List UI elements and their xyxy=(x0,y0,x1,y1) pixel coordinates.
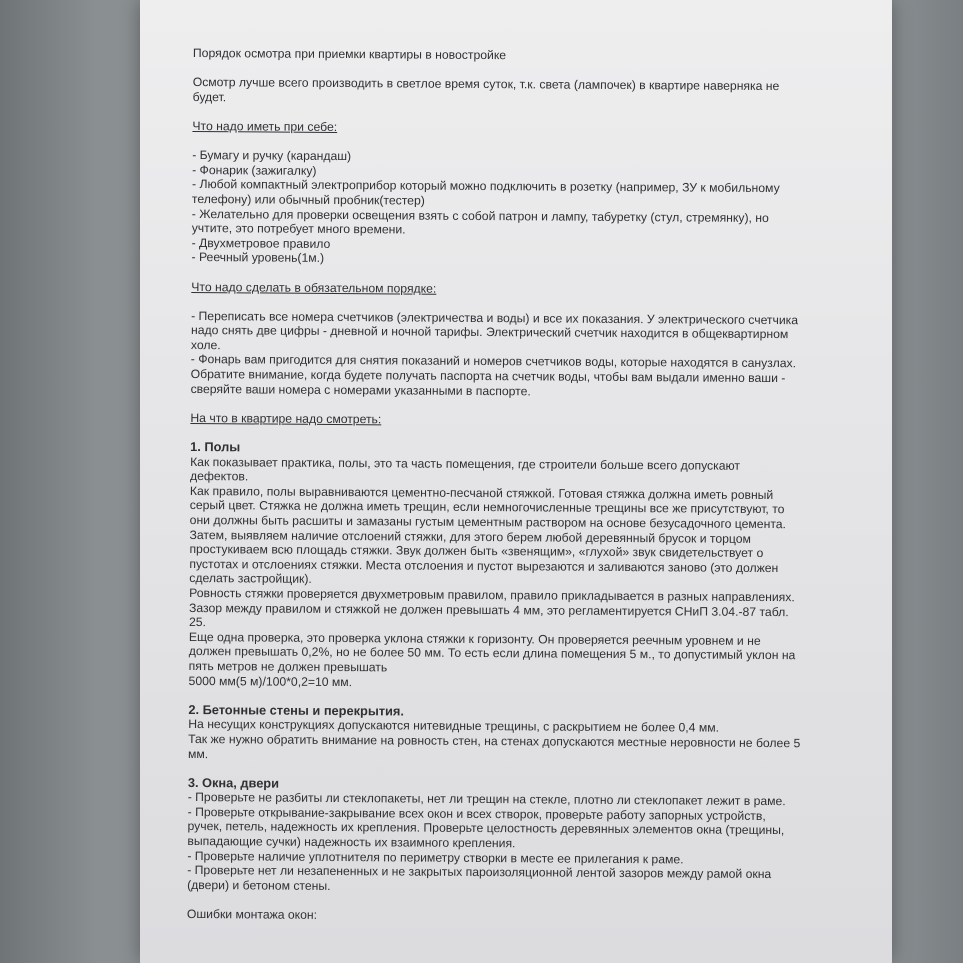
text-line: Еще одна проверка, это проверка уклона стяжки к горизонту. Он проверяется реечным уровнем и не xyxy=(188,629,761,648)
text-line: - Проверьте не разбиты ли стеклопакеты, нет ли трещин на стекле, плотно ли стеклопакет лежит в раме. xyxy=(187,790,786,809)
floors-section xyxy=(189,455,831,693)
text-line: Осмотр лучше всего производить в светлое время суток, т.к. света (лампочек) в квартире наверняка не xyxy=(192,75,780,94)
text-line: Так же нужно обратить внимание на ровность стен, на стенах допускаются местные неровности не более 5 xyxy=(188,731,801,751)
text-line: будет. xyxy=(192,89,227,105)
bring-heading: Что надо иметь при себе: xyxy=(192,118,338,134)
intro-paragraph xyxy=(193,75,833,109)
list-item: сверяйте ваши номера с номерами указанными в паспорте. xyxy=(190,381,531,399)
text-line: выпадающие сучки) надежность их взаимного крепления. xyxy=(187,834,516,851)
list-item: - Переписать все номера счетчиков (электричества и воды) и все их показания. У электрического счетчика xyxy=(191,308,799,327)
text-line: дефектов. xyxy=(189,469,249,484)
bring-list xyxy=(191,148,832,269)
list-item: - Реечный уровень(1м.) xyxy=(191,250,325,266)
text-line: они должны быть расшиты и замазаны густым цементным раствором на основе безусадочного цемента. xyxy=(189,512,787,532)
document-title: Порядок осмотра при приемки квартиры в новостройке xyxy=(192,46,507,63)
text-line: - Проверьте нет ли незапененных и не закрытых пароизоляционной лентой зазоров между рамой окна xyxy=(187,863,772,882)
text-line: сделать застройщик). xyxy=(189,571,312,587)
walls-heading: 2. Бетонные стены и перекрытия. xyxy=(188,701,404,719)
text-line: (двери) и бетоном стены. xyxy=(187,877,331,893)
list-item: Обратите внимание, когда будете получать паспорта на счетчик воды, чтобы вам выдали именно ваши - xyxy=(190,367,786,386)
walls-section xyxy=(188,717,828,765)
floors-heading: 1. Полы xyxy=(190,439,241,455)
list-item: - Двухметровое правило xyxy=(191,235,331,251)
text-line: Затем, выявляем наличие отслоений стяжки, для этого берем любой деревянный брусок и торцом xyxy=(189,527,751,546)
text-line: Зазор между правилом и стяжкой не должен превышать 4 мм, это регламентируется СНиП 3.04.-87 табл. xyxy=(189,600,789,619)
text-line: пустотах и отслоениях стяжки. Места отслоения и пустот вырезаются и заливаются заново (это должен xyxy=(189,556,779,575)
list-item: - Желательно для проверки освещения взять с собой патрон и лампу, табуретку (стул, стремянку), но xyxy=(191,206,769,225)
list-item: холе. xyxy=(190,337,221,353)
paper-sheet xyxy=(140,0,892,963)
windows-heading: 3. Окна, двери xyxy=(187,774,280,791)
list-item: - Фонарь вам пригодится для снятия показаний и номеров счетчиков воды, которые находятся в санузлах. xyxy=(190,352,797,371)
mandatory-heading: Что надо сделать в обязательном порядке: xyxy=(191,279,437,296)
text-line: Как правило, полы выравниваются цементно-песчаной стяжкой. Готовая стяжка должна иметь ровный xyxy=(189,483,774,502)
list-item: - Любой компактный электроприбор который можно подключить в розетку (например, ЗУ к мобильному xyxy=(191,177,780,196)
text-line: должен превышать 0,2%, но не более 50 мм. То есть если длина помещения 5 м., то допустимый уклон на xyxy=(188,644,796,663)
text-line: серый цвет. Стяжка не должна иметь трещин, если немногочисленные трещины все же присутствуют, то xyxy=(189,498,785,517)
text-line: Ровность стяжки проверяется двухметровым правилом, правило прикладывается в разных направлениях. xyxy=(189,585,795,605)
text-line: простукиваем всю площадь стяжки. Звук должен быть «звенящим», «глухой» звук свидетельствует о xyxy=(189,542,764,561)
windows-section xyxy=(187,790,828,897)
text-line: ручек, петель, надежность их крепления. Проверьте целостность деревянных элементов окна (трещины, xyxy=(187,819,785,838)
text-line: - Проверьте открывание-закрывание всех окон и всех створок, проверьте работу запорных устройств, xyxy=(187,804,766,823)
mandatory-list xyxy=(191,309,832,401)
list-item: надо снять две цифры - дневной и ночной тарифы. Электрический счетчик находится в общеквартирном xyxy=(190,323,789,342)
text-line: мм. xyxy=(188,746,209,761)
list-item: - Бумагу и ручку (карандаш) xyxy=(192,148,352,164)
document-body xyxy=(187,46,833,926)
text-line: Как показывает практика, полы, это та часть помещения, где строители больше всего допускают xyxy=(190,454,741,473)
list-item: телефону) или обычный пробник(тестер) xyxy=(191,191,425,208)
text-line: На несущих конструкциях допускаются нитевидные трещины, с раскрытием не более 0,4 мм. xyxy=(188,717,720,736)
list-item: учтите, это потребует много времени. xyxy=(191,221,406,237)
text-line: пять метров не должен превышать xyxy=(188,658,388,675)
text-line: - Проверьте наличие уплотнителя по периметру створки в месте ее прилегания к раме. xyxy=(187,848,684,867)
text-line: 25. xyxy=(188,615,206,630)
look-heading: На что в квартире надо смотреть: xyxy=(190,410,382,427)
window-errors-heading: Ошибки монтажа окон: xyxy=(186,907,318,922)
list-item: - Фонарик (зажигалку) xyxy=(192,162,317,178)
text-line: 5000 мм(5 м)/100*0,2=10 мм. xyxy=(188,673,353,689)
